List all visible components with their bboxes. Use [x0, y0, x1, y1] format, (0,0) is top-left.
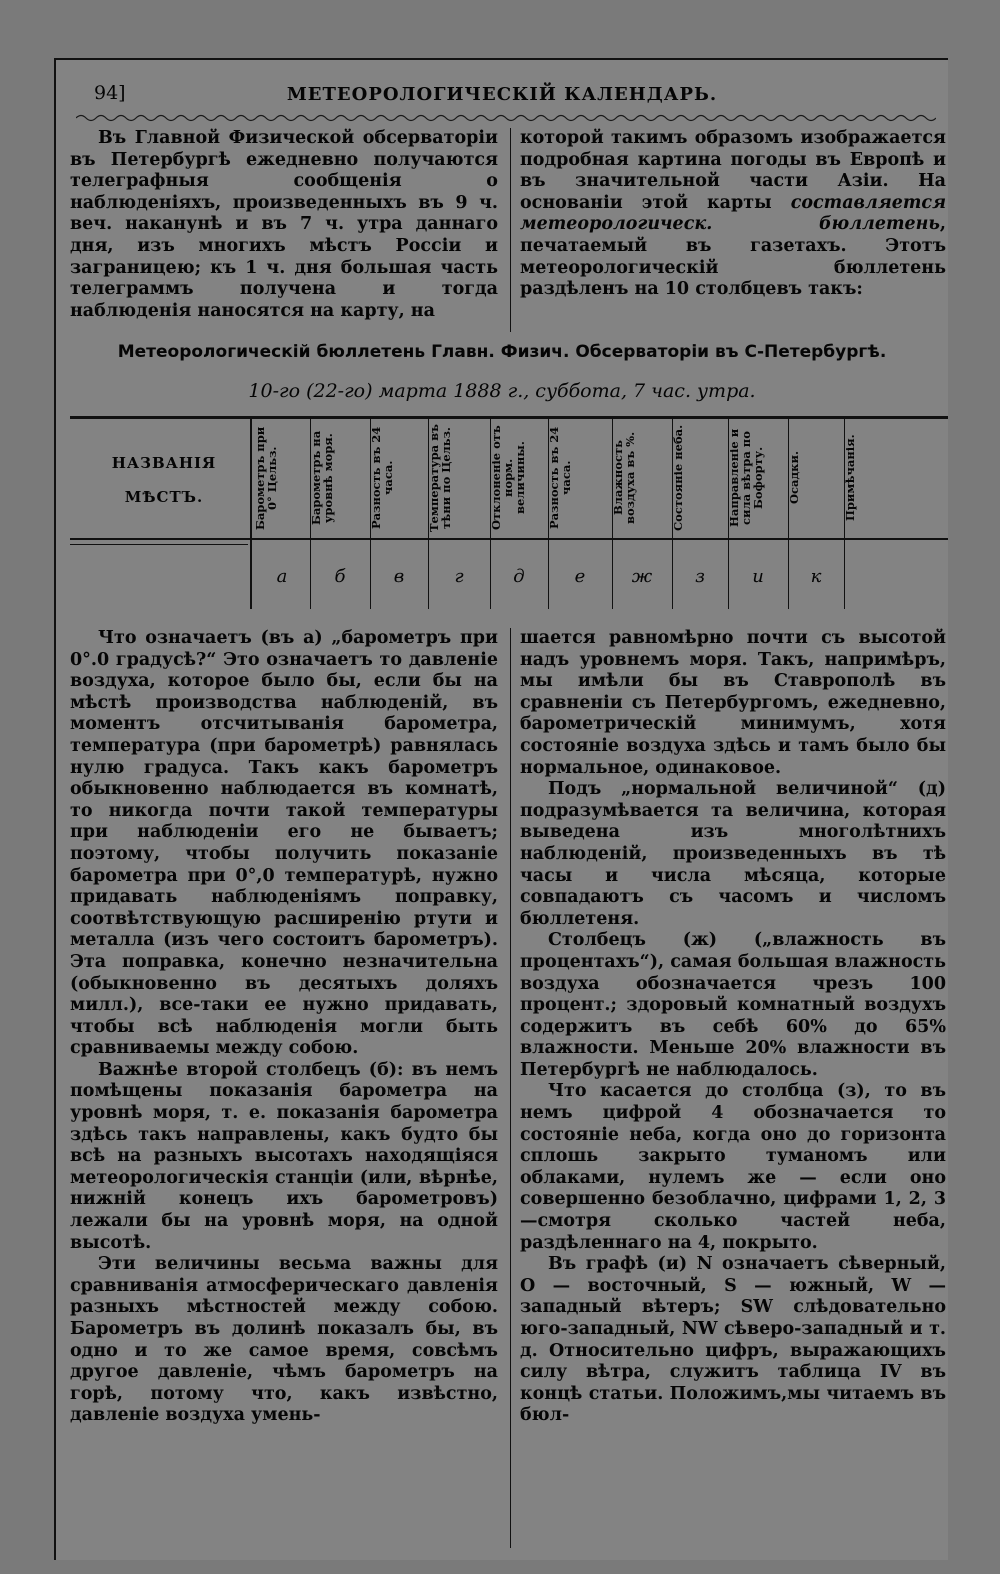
body-left-column [70, 628, 498, 1427]
body-paragraph: Столбецъ (ж) („влажность въ процентахъ“), самая большая влажность воздуха обозначается чрезъ 100 процент.; здоровый комнатный воздухъ содержитъ въ себѣ 60% до 65% влажности. Меньше 20% влажности въ Петербургѣ не наблюдалось. [520, 930, 946, 1080]
table-column-header: Барометръ при 0° Цельз. [253, 426, 279, 530]
bulletin-title: Метеорологическій бюллетень Главн. Физич. Обсерваторіи въ С-Петербургѣ. [117, 342, 887, 362]
running-title: МЕТЕОРОЛОГИЧЕСКІЙ КАЛЕНДАРЬ. [286, 84, 718, 105]
table-column-header: Разность въ 24 часа. [547, 426, 573, 530]
book-page [54, 58, 948, 1560]
table-column-header: Осадки. [787, 451, 801, 505]
bulletin-subtitle: 10-го (22-го) марта 1888 г., суббота, 7 час. утра. [248, 380, 756, 402]
table-column-letter: а [276, 566, 288, 587]
table-top-rule [70, 416, 948, 419]
body-paragraph: Подъ „нормальной величиной“ (д) подразумѣвается та величина, которая выведена изъ многолѣтнихъ наблюденій, произведенныхъ въ тѣ часы и числа мѣсяца, которые совпадаютъ съ часомъ и числомъ бюллетеня. [520, 779, 946, 929]
table-column-letter: б [334, 566, 346, 587]
table-column-header: Влажность воздуха въ %. [611, 431, 637, 525]
body-paragraph: Что означаетъ (въ а) „барометръ при 0°.0 градусѣ?“ Это означаетъ то давленіе воздуха, которое было бы, если бы на мѣстѣ производства наблюденій, въ моментъ отсчитыванія барометра, температура (при барометрѣ) равнялась нулю градуса. Такъ какъ барометръ обыкновенно наблюдается въ комнатѣ, то никогда почти такой температуры при наблюденіи его не бываетъ; поэтому, чтобы получить показаніе барометра при 0°,0 температурѣ, нужно придавать наблюденіямъ поправку, соотвѣтствующую расширенію ртути и металла (изъ чего состоитъ барометръ). Эта поправка, конечно незначительна (обыкновенно въ десятыхъ доляхъ милл.), все-таки ее нужно придавать, чтобы всѣ наблюденія могли быть сравниваемы между собою. [70, 628, 498, 1059]
table-vline [250, 419, 252, 609]
table-column-header: Разность въ 24 часа. [369, 426, 395, 530]
body-paragraph: Важнѣе второй столбецъ (б): въ немъ помѣщены показанія барометра на уровнѣ моря, т. е. показанія барометра здѣсь такъ направлены, какъ будто бы всѣ на разныхъ высотахъ находящіяся метеорологическія станціи (или, вѣрнѣе, нижній конецъ ихъ барометровъ) лежали бы на уровнѣ моря, на одной высотѣ. [70, 1059, 498, 1253]
body-paragraph: Въ графѣ (и) N означаетъ сѣверный, О — восточный, S — южный, W — западный вѣтеръ; SW слѣдовательно юго-западный, NW сѣверо-западный и т. д. Относительно цифръ, выражающихъ силу вѣтра, служитъ таблица IV въ концѣ статьи. Положимъ,мы читаемъ въ бюл- [520, 1254, 946, 1426]
page-header [56, 82, 948, 116]
table-column-header: Температура въ тѣни по Цельз. [427, 424, 453, 532]
table-column-header: Направленіе и сила вѣтра по Бофорту. [727, 428, 765, 528]
table-column-letter: в [393, 566, 405, 587]
table-column-header: Примѣчанія. [843, 434, 857, 522]
column-divider [510, 628, 511, 1548]
body-right-column [520, 628, 946, 1427]
table-column-header: Барометръ на уровнѣ моря. [309, 430, 335, 526]
table-column-letter: и [752, 566, 764, 587]
intro-right-column [520, 128, 946, 301]
body-paragraph: Эти величины весьма важны для сравниванія атмосферическаго давленія разныхъ мѣстностей между собою. Барометръ въ долинѣ показалъ бы, въ одно и то же самое время, совсѣмъ другое давленіе, чѣмъ барометръ на горѣ, потому что, какъ извѣстно, давленіе воздуха умень- [70, 1254, 498, 1426]
table-column-letter: ж [631, 566, 653, 587]
decorative-wavy-rule [76, 112, 936, 124]
table-column-letter: д [513, 566, 525, 587]
table-column-header: Состояніе неба. [671, 424, 685, 532]
body-paragraph: Что касается до столбца (з), то въ немъ цифрой 4 обозначается то состояніе неба, когда оно до горизонта сплошь закрыто туманомъ или облаками, нулемъ же — если оно совершенно безоблачно, цифрами 1, 2, 3—смотря сколько частей неба, раздѣленнаго на 4, покрыто. [520, 1081, 946, 1253]
table-column-letter: г [454, 566, 464, 587]
intro-left-column [70, 128, 498, 322]
table-header-rule [70, 538, 948, 540]
body-paragraph: шается равномѣрно почти съ высотой надъ уровнемъ моря. Такъ, напримѣръ, мы имѣли бы въ Ставрополѣ въ сравненіи съ Петербургомъ, ежедневно, барометрическій минимумъ, хотя состояніе воздуха здѣсь и тамъ было бы нормальное, одинаковое. [520, 628, 946, 778]
table-column-letter: е [574, 566, 586, 587]
bulletin-table [70, 416, 948, 612]
column-divider [510, 128, 511, 332]
intro-right-paragraph: которой такимъ образомъ изображается подробная картина погоды въ Европѣ и въ значительной части Азіи. На основаніи этой карты составляется метеорологическ. бюллетень, печатаемый въ газетахъ. Этотъ метеорологическій бюллетень раздѣленъ на 10 столбцевъ такъ: [520, 128, 946, 300]
page-number: 94] [94, 82, 126, 104]
table-column-letter: з [695, 566, 705, 587]
bulletin-term: составляется метеорологическ. бюллетень [520, 192, 946, 235]
table-column-letter: к [810, 566, 822, 587]
names-header: НАЗВАНІЯ МѢСТЪ. [111, 454, 217, 506]
table-names-rule [70, 544, 248, 545]
table-column-header: Отклоненіе отъ норм. величины. [489, 425, 527, 531]
intro-left-paragraph: Въ Главной Физической обсерваторіи въ Петербургѣ ежедневно получаются телеграфныя сообщенія о наблюденіяхъ, произведенныхъ въ 9 ч. веч. наканунѣ и въ 7 ч. утра даннаго дня, изъ многихъ мѣстъ Россіи и заграницею; къ 1 ч. дня большая часть телеграммъ получена и тогда наблюденія наносятся на карту, на [70, 128, 498, 321]
